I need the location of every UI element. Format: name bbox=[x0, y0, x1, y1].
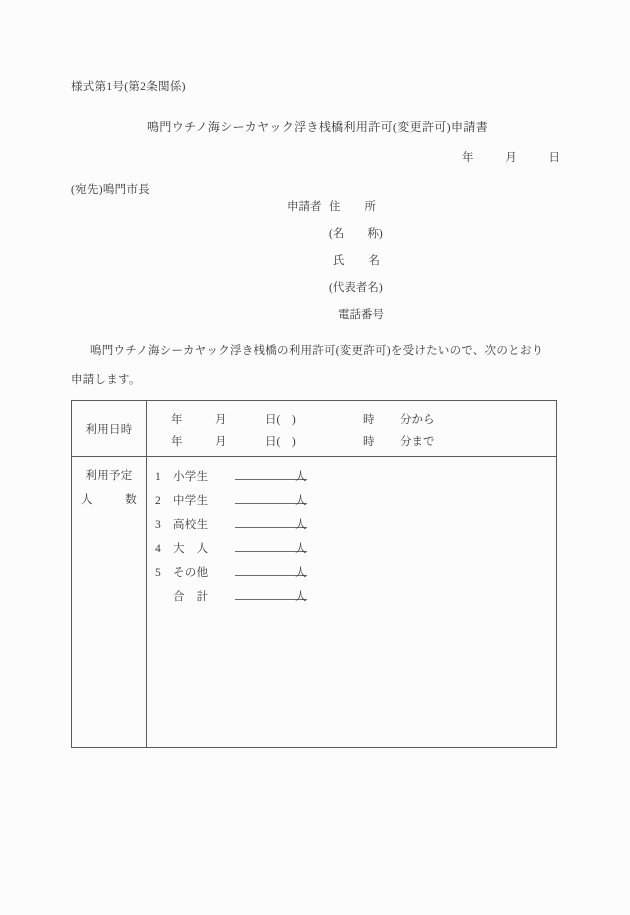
table-row bbox=[72, 457, 556, 747]
count-header-cell bbox=[72, 457, 147, 747]
from-hour-label: 時 bbox=[363, 414, 375, 426]
item-label: 中学生 bbox=[173, 495, 209, 507]
applicant-representative-row bbox=[287, 275, 384, 302]
list-item bbox=[155, 562, 307, 586]
count-header-bottom-left: 人 bbox=[81, 494, 93, 506]
name-label: 氏 bbox=[333, 255, 345, 267]
list-item bbox=[155, 466, 307, 490]
from-day-label: 日( ) bbox=[265, 414, 296, 426]
applicant-address-row bbox=[287, 194, 384, 221]
item-number: 3 bbox=[155, 519, 161, 531]
datetime-line-from bbox=[171, 409, 435, 431]
date-day-label: 日 bbox=[548, 152, 560, 164]
item-unit: 人 bbox=[295, 591, 307, 603]
datetime-header-cell bbox=[72, 401, 147, 456]
count-header-label-bottom bbox=[81, 491, 137, 507]
list-item bbox=[155, 538, 307, 562]
item-label: 高校生 bbox=[173, 519, 209, 531]
datetime-lines bbox=[171, 409, 435, 453]
addressee: (宛先)鳴門市長 bbox=[71, 184, 151, 196]
form-number: 様式第1号(第2条関係) bbox=[71, 81, 186, 93]
body-text-line-2: 申請します。 bbox=[71, 374, 141, 386]
applicant-name-row bbox=[287, 248, 384, 275]
name-label-2: 名 bbox=[368, 255, 380, 267]
list-item bbox=[155, 514, 307, 538]
datetime-line-to bbox=[171, 431, 435, 453]
applicant-block bbox=[287, 194, 384, 329]
applicant-phone-row bbox=[287, 302, 384, 329]
body-text-line-1: 鳴門ウチノ海シーカヤック浮き桟橋の利用許可(変更許可)を受けたいので、次のとおり bbox=[90, 345, 544, 357]
item-number: 5 bbox=[155, 567, 161, 579]
from-minute-label: 分から bbox=[400, 414, 435, 426]
item-label: その他 bbox=[173, 567, 209, 579]
to-minute-label: 分まで bbox=[400, 436, 435, 448]
orgname-label: (名 称) bbox=[329, 228, 383, 240]
item-unit: 人 bbox=[295, 567, 307, 579]
date-month-label: 月 bbox=[505, 152, 517, 164]
item-unit: 人 bbox=[295, 495, 307, 507]
to-hour-label: 時 bbox=[363, 436, 375, 448]
applicant-orgname-row bbox=[287, 221, 384, 248]
applicant-label: 申請者 bbox=[287, 201, 322, 213]
item-label: 大 人 bbox=[173, 543, 209, 555]
count-header-label-top: 利用予定 bbox=[85, 470, 133, 482]
to-day-label: 日( ) bbox=[265, 436, 296, 448]
list-item bbox=[155, 490, 307, 514]
item-number: 4 bbox=[155, 543, 161, 555]
item-label-total: 合 計 bbox=[173, 591, 209, 603]
address-label: 住 bbox=[329, 201, 341, 213]
to-month-label: 月 bbox=[215, 436, 227, 448]
date-line bbox=[462, 149, 560, 165]
item-unit: 人 bbox=[295, 519, 307, 531]
phone-label: 電話番号 bbox=[338, 309, 384, 321]
item-label: 小学生 bbox=[173, 471, 209, 483]
count-body-cell bbox=[147, 457, 556, 747]
table-row bbox=[72, 401, 556, 457]
date-year-label: 年 bbox=[462, 152, 474, 164]
list-item bbox=[155, 586, 307, 610]
to-year-label: 年 bbox=[171, 436, 183, 448]
item-unit: 人 bbox=[295, 471, 307, 483]
item-unit: 人 bbox=[295, 543, 307, 555]
from-year-label: 年 bbox=[171, 414, 183, 426]
from-month-label: 月 bbox=[215, 414, 227, 426]
item-number: 1 bbox=[155, 471, 161, 483]
datetime-body-cell bbox=[147, 401, 556, 456]
body-paragraph bbox=[71, 337, 571, 395]
representative-label: (代表者名) bbox=[329, 282, 383, 294]
item-number: 2 bbox=[155, 495, 161, 507]
page-title: 鳴門ウチノ海シーカヤック浮き桟橋利用許可(変更許可)申請書 bbox=[147, 120, 489, 134]
address-label-2: 所 bbox=[364, 201, 376, 213]
count-list bbox=[155, 466, 307, 610]
count-header-bottom-right: 数 bbox=[125, 494, 137, 506]
application-table bbox=[71, 400, 557, 748]
datetime-header-label: 利用日時 bbox=[85, 423, 133, 436]
